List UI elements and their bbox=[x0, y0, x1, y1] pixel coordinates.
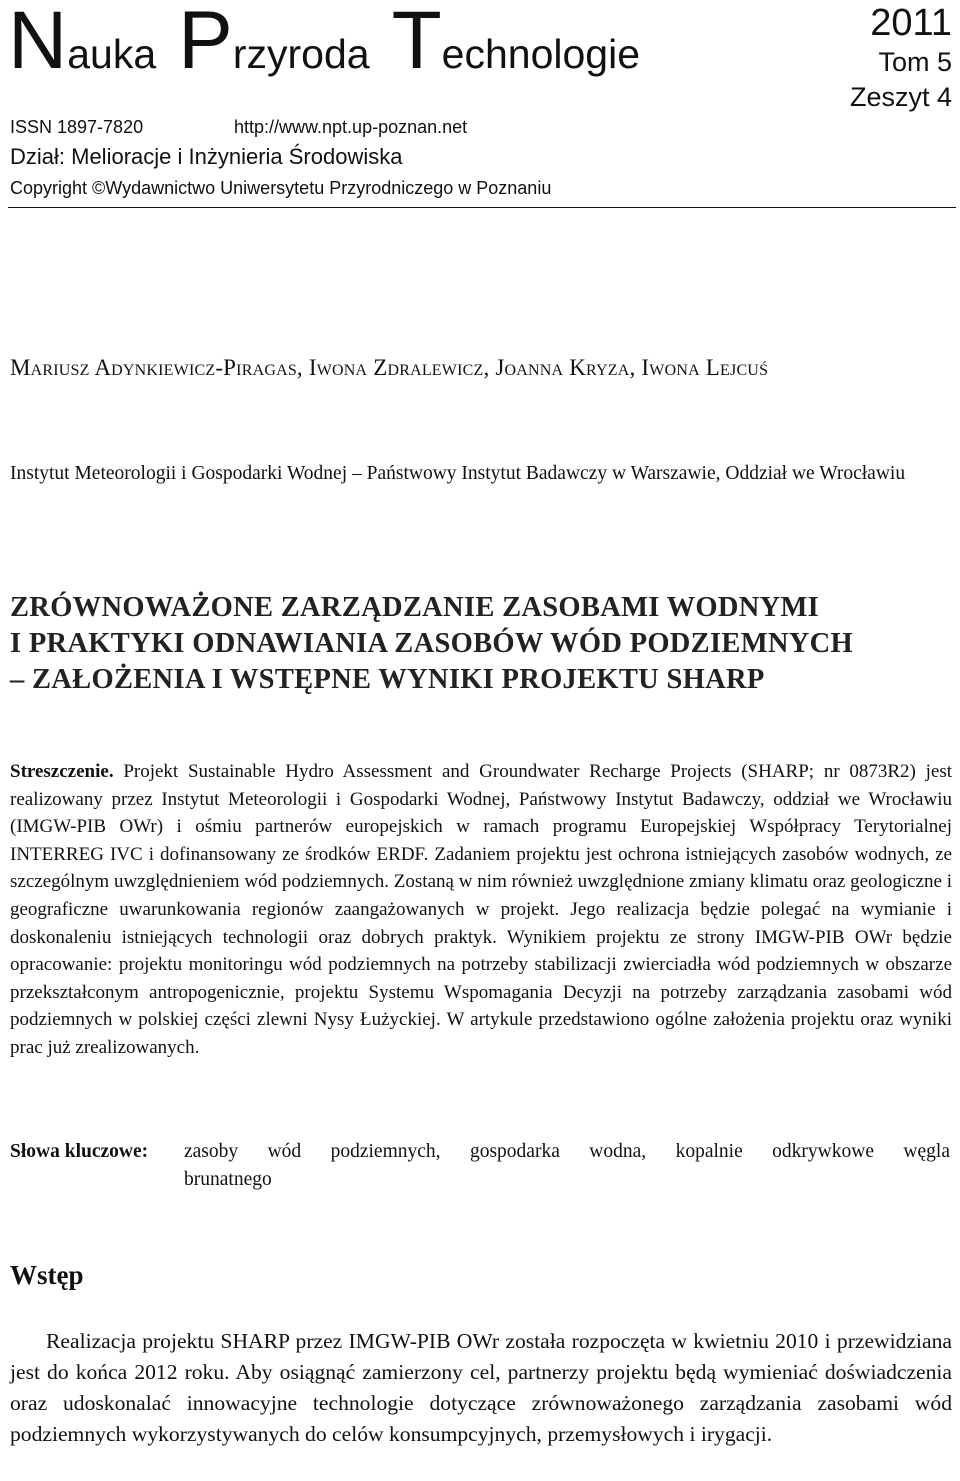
journal-url-link[interactable]: http://www.npt.up-poznan.net bbox=[234, 117, 468, 137]
section-heading: Wstęp bbox=[10, 1260, 84, 1290]
intro-paragraph: Realizacja projektu SHARP przez IMGW-PIB OWr została rozpoczęta w kwietniu 2010 i przewidziana jest do końca 2012 roku. Aby osiągnąć zamierzony cel, partnerzy projektu będą wymieniać doświadczenia oraz udoskonalać innowacyjne technologie dotyczące zrównoważonego zarządzania zasobami wód podziemnych wykorzystywanych do celów konsumpcyjnych, przemysłowych i irygacji. bbox=[10, 1329, 952, 1446]
article-authors: Mariusz Adynkiewicz-Piragas, Iwona Zdralewicz, Joanna Kryza, Iwona Lejcuś bbox=[10, 355, 769, 380]
journal-department: Dział: Melioracje i Inżynieria Środowiska bbox=[10, 144, 403, 169]
journal-title bbox=[8, 0, 640, 86]
article-title-line-3: – ZAŁOŻENIA I WSTĘPNE WYNIKI PROJEKTU SHARP bbox=[10, 664, 765, 695]
journal-title-initial-p: P bbox=[178, 0, 233, 86]
keywords bbox=[10, 1138, 952, 1194]
journal-title-initial-n: N bbox=[8, 0, 68, 86]
article-title-line-2: I PRAKTYKI ODNAWIANIA ZASOBÓW WÓD PODZIEMNYCH bbox=[10, 628, 854, 659]
article-title bbox=[10, 590, 955, 698]
article-affiliation: Instytut Meteorologii i Gospodarki Wodnej – Państwowy Instytut Badawczy w Warszawie, Oddział we Wrocławiu bbox=[10, 463, 906, 484]
keywords-label: Słowa kluczowe: bbox=[10, 1141, 149, 1162]
journal-issn: ISSN 1897-7820 bbox=[10, 117, 144, 137]
journal-volume: Tom 5 bbox=[878, 47, 952, 77]
journal-title-initial-t: T bbox=[391, 0, 442, 86]
journal-year: 2011 bbox=[870, 2, 952, 44]
journal-title-word-2: rzyroda bbox=[232, 31, 370, 77]
article-title-line-1: ZRÓWNOWAŻONE ZARZĄDZANIE ZASOBAMI WODNYMI bbox=[10, 592, 820, 623]
journal-copyright: Copyright ©Wydawnictwo Uniwersytetu Przyrodniczego w Poznaniu bbox=[10, 178, 552, 198]
keywords-text-line-1: zasoby wód podziemnych, gospodarka wodna, kopalnie odkrywkowe węgla bbox=[184, 1141, 950, 1162]
journal-issue: Zeszyt 4 bbox=[849, 82, 952, 112]
header-divider bbox=[8, 207, 956, 208]
journal-title-word-3: echnologie bbox=[441, 31, 640, 77]
abstract-text: Projekt Sustainable Hydro Assessment and Groundwater Recharge Projects (SHARP; nr 0873R2) jest realizowany przez Instytut Meteorologii i Gospodarki Wodnej, Państwowy Instytut Badawczy, oddział we Wrocławiu (IMGW-PIB OWr) i ośmiu partnerów europejskich w ramach programu Europejskiej Współpracy Terytorialnej INTERREG IVC i dofinansowany ze środków ERDF. Zadaniem projektu jest ochrona istniejących zasobów wodnych, ze szczególnym uwzględnieniem wód podziemnych. Zostaną w nim również uwzględnione zmiany klimatu oraz geologiczne i geograficzne uwarunkowania regionów zaangażowanych w projekt. Jego realizacja będzie polegać na wymianie i doskonaleniu istniejących technologii oraz dobrych praktyk. Wynikiem projektu ze strony IMGW-PIB OWr będzie opracowanie: projektu monitoringu wód podziemnych na potrzeby stabilizacji zwierciadła wód podziemnych w obszarze przekształconym antropogenicznie, projektu Systemu Wspomagania Decyzji na potrzeby zarządzania zasobami wód podziemnych w polskiej części zlewni Nysy Łużyckiej. W artykule przedstawiono ogólne założenia projektu oraz wyniki prac już zrealizowanych. bbox=[10, 761, 953, 1058]
abstract-label: Streszczenie. bbox=[10, 761, 114, 782]
keywords-text-line-2: brunatnego bbox=[184, 1169, 272, 1190]
journal-title-word-1: auka bbox=[67, 31, 157, 77]
abstract bbox=[10, 758, 952, 1062]
